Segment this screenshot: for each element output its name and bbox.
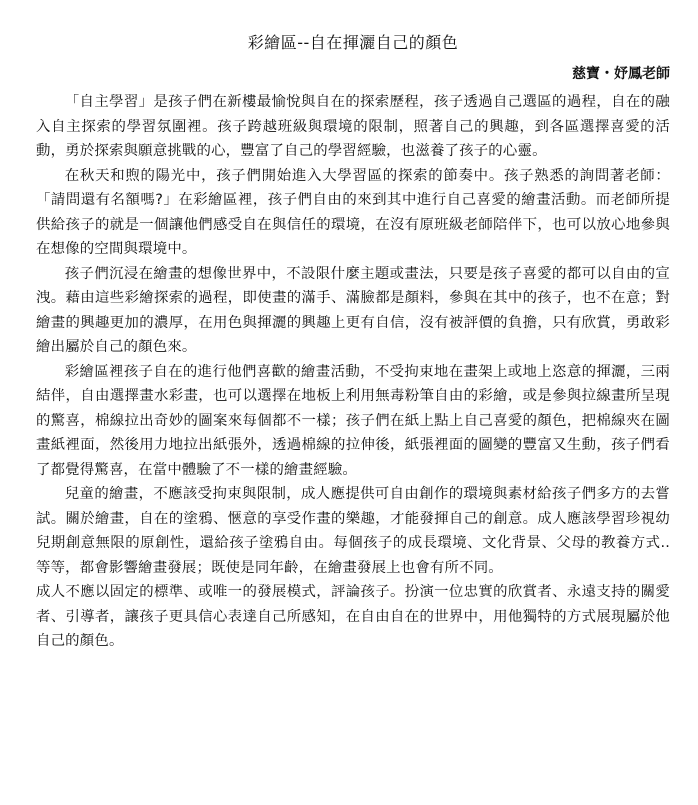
paragraph-5: 兒童的繪畫，不應該受拘束與限制，成人應提供可自由創作的環境與素材給孩子們多方的去嘗試。關於繪畫，自在的塗鴉、愜意的享受作畫的樂趣，才能發揮自己的創意。成人應該學習珍視幼兒期創意無限的原創性，還給孩子塗鴉自由。每個孩子的成長環境、文化背景、父母的教養方式..等等，都會影響繪畫發展；既使是同年齡，在繪畫發展上也會有所不同。 <box>36 486 670 576</box>
author-line: 慈寶・妤鳳老師 <box>572 66 670 82</box>
paragraph-3: 孩子們沉浸在繪畫的想像世界中，不設限什麼主題或畫法，只要是孩子喜愛的都可以自由的宣洩。藉由這些彩繪探索的過程，即使畫的滿手、滿臉都是顏料，參與在其中的孩子，也不在意；對繪畫的興趣更加的濃厚，在用色與揮灑的興趣上更有自信，沒有被評價的負擔，只有欣賞，勇敢彩繪出屬於自己的顏色來。 <box>36 265 670 355</box>
document-title: 彩繪區--自在揮灑自己的顏色 <box>247 33 459 52</box>
paragraph-1: 「自主學習」是孩子們在新樓最愉悅與自在的探索歷程，孩子透過自己選區的過程，自在的融入自主探索的學習氛圍裡。孩子跨越班級與環境的限制，照著自己的興趣，到各區選擇喜愛的活動，勇於探索與願意挑戰的心，豐富了自己的學習經驗，也滋養了孩子的心靈。 <box>36 94 670 159</box>
paragraph-4: 彩繪區裡孩子自在的進行他們喜歡的繪畫活動，不受拘束地在畫架上或地上恣意的揮灑，三兩結伴，自由選擇畫水彩畫，也可以選擇在地板上利用無毒粉筆自由的彩繪，或是參與拉線畫所呈現的驚喜，棉線拉出奇妙的圖案來每個都不一樣；孩子們在紙上點上自己喜愛的顏色，把棉線夾在圖畫紙裡面，然後用力地拉出紙張外，透過棉線的拉伸後，紙張裡面的圖變的豐富又生動，孩子們看了都覺得驚喜，在當中體驗了不一樣的繪畫經驗。 <box>36 363 670 478</box>
paragraph-6: 成人不應以固定的標準、或唯一的發展模式，評論孩子。扮演一位忠實的欣賞者、永遠支持的關愛者、引導者，讓孩子更具信心表達自己所感知，在自由自在的世界中，用他獨特的方式展現屬於他自己的顏色。 <box>36 584 670 649</box>
paragraph-2: 在秋天和煦的陽光中，孩子們開始進入大學習區的探索的節奏中。孩子熟悉的詢問著老師：「請問還有名額嗎?」在彩繪區裡，孩子們自由的來到其中進行自己喜愛的繪畫活動。而老師所提供給孩子的就是一個讓他們感受自在與信任的環境，在沒有原班級老師陪伴下，也可以放心地參與在想像的空間與環境中。 <box>36 167 670 257</box>
